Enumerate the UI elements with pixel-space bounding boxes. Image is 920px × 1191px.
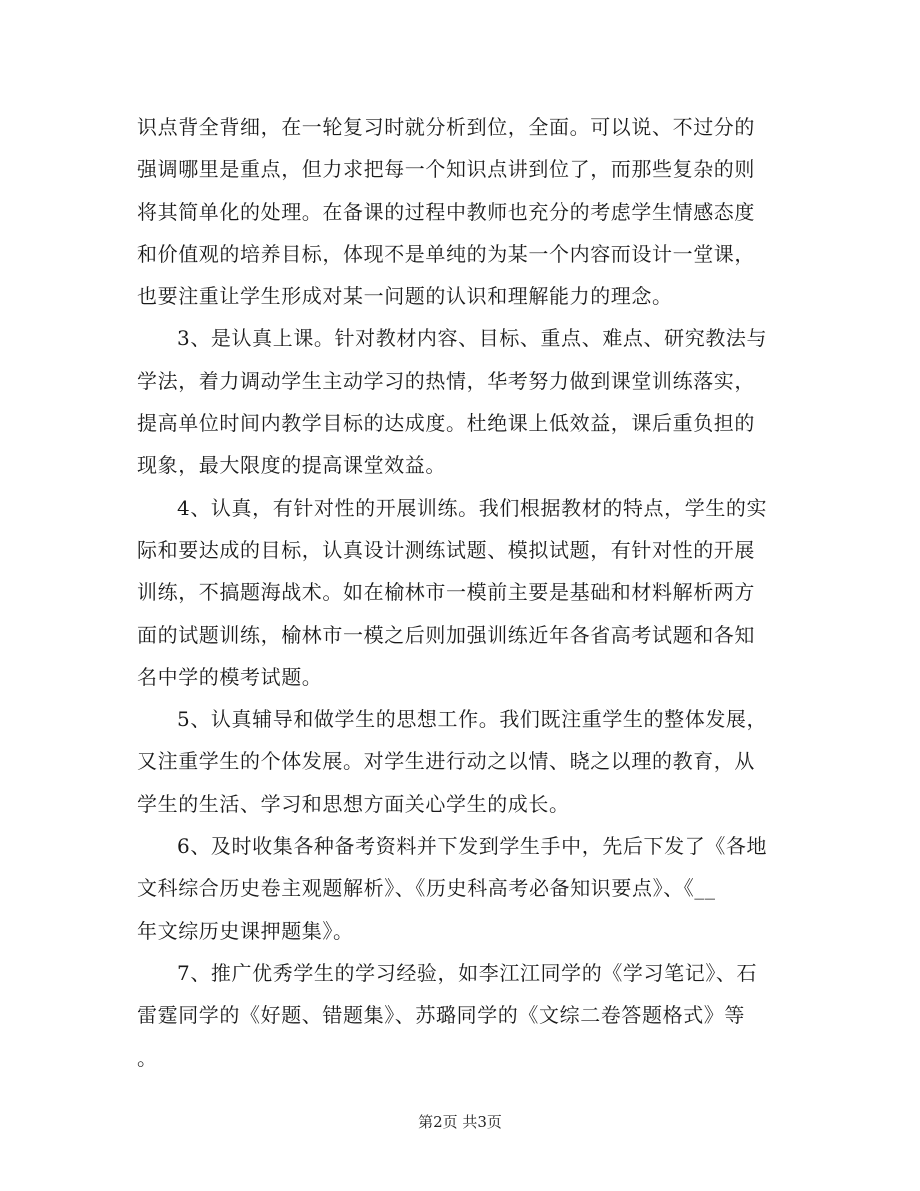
paragraph	[137, 106, 791, 317]
text-line: 名中学的模考试题。	[137, 664, 323, 689]
text-line: 。	[137, 1045, 158, 1070]
paragraph	[137, 825, 791, 952]
text-line: 5、认真辅导和做学生的思想工作。我们既注重学生的整体发展，	[177, 707, 768, 732]
text-line: 也要注重让学生形成对某一问题的认识和理解能力的理念。	[137, 284, 673, 309]
text-line: 文科综合历史卷主观题解析》、《历史科高考必备知识要点》、《__	[137, 876, 716, 901]
document-body	[137, 106, 791, 1079]
text-line: 7、推广优秀学生的学习经验，如李江江同学的《学习笔记》、石	[177, 960, 758, 985]
text-line: 强调哪里是重点，但力求把每一个知识点讲到位了，而那些复杂的则	[137, 157, 755, 182]
text-line: 年文综历史课押题集》。	[137, 918, 354, 943]
paragraph	[137, 952, 791, 1079]
text-line: 面的试题训练，榆林市一模之后则加强训练近年各省高考试题和各知	[137, 622, 755, 647]
text-line: 训练，不搞题海战术。如在榆林市一模前主要是基础和材料解析两方	[137, 580, 755, 605]
text-line: 识点背全背细，在一轮复习时就分析到位，全面。可以说、不过分的	[137, 115, 755, 139]
text-line: 现象，最大限度的提高课堂效益。	[137, 453, 446, 478]
text-line: 学法，着力调动学生主动学习的热情，华考努力做到课堂训练落实，	[137, 368, 755, 393]
paragraph	[137, 487, 791, 698]
text-line: 3、是认真上课。针对教材内容、目标、重点、难点、研究教法与	[177, 326, 768, 351]
text-line: 雷霆同学的《好题、错题集》、苏璐同学的《文综二卷答题格式》等	[137, 1003, 745, 1028]
text-line: 又注重学生的个体发展。对学生进行动之以情、晓之以理的教育，从	[137, 749, 755, 774]
text-line: 4、认真，有针对性的开展训练。我们根据教材的特点，学生的实	[177, 495, 768, 520]
text-line: 学生的生活、学习和思想方面关心学生的成长。	[137, 791, 570, 816]
paragraph	[137, 698, 791, 825]
paragraph	[137, 317, 791, 486]
text-line: 际和要达成的目标，认真设计测练试题、模拟试题，有针对性的开展	[137, 537, 755, 562]
page-number-footer: 第2页 共3页	[418, 1113, 502, 1131]
text-line: 6、及时收集各种备考资料并下发到学生手中，先后下发了《各地	[177, 834, 768, 859]
text-line: 提高单位时间内教学目标的达成度。杜绝课上低效益，课后重负担的	[137, 411, 755, 436]
text-line: 和价值观的培养目标，体现不是单纯的为某一个内容而设计一堂课，	[137, 241, 755, 266]
text-line: 将其简单化的处理。在备课的过程中教师也充分的考虑学生情感态度	[137, 199, 755, 224]
